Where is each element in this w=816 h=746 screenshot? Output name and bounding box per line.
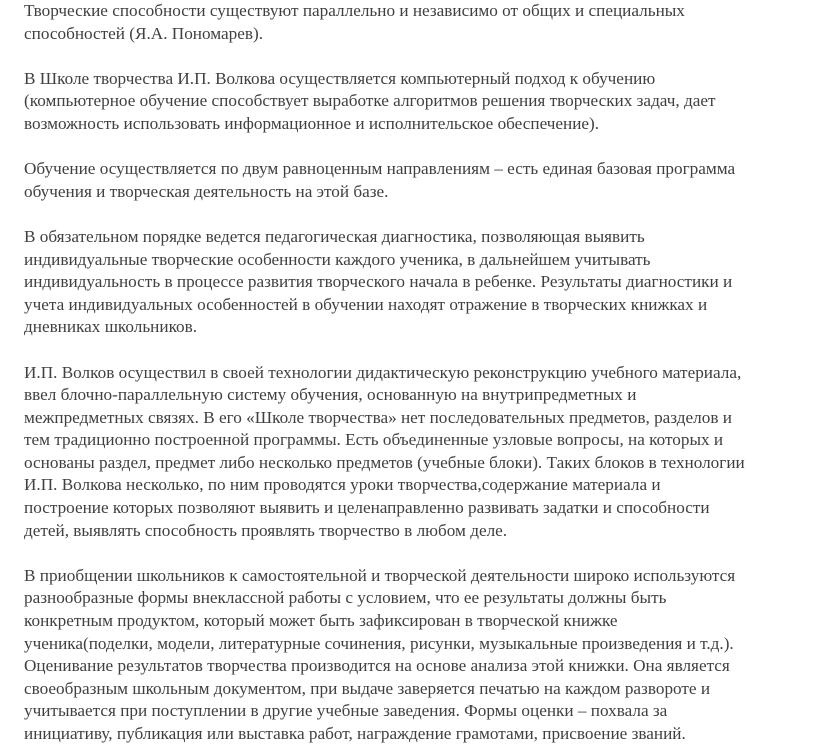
paragraph-3: [24, 158, 804, 203]
document-body: [24, 0, 804, 746]
text-line: И.П. Волкова несколько, по ним проводятся уроки творчества,содержание материала и: [24, 475, 661, 495]
text-line: ученика(поделки, модели, литературные сочинения, рисунки, музыкальные произведения и т.д.).: [24, 633, 734, 653]
text-line: индивидуальные творческие особенности каждого ученика, в дальнейшем учитывать: [24, 249, 651, 269]
text-line: своеобразным школьным документом, при выдаче заверяется печатью на каждом развороте и: [24, 678, 711, 698]
paragraph-gap: [24, 203, 804, 226]
text-line: Обучение осуществляется по двум равноценным направлениям – есть единая базовая программа: [24, 159, 736, 179]
text-line: (компьютерное обучение способствует выработке алгоритмов решения творческих задач, дает: [24, 91, 716, 111]
text-line: обучения и творческая деятельность на этой базе.: [24, 181, 389, 201]
text-line: индивидуальность в процессе развития творческого начала в ребенке. Результаты диагностики и: [24, 272, 733, 292]
paragraph-gap: [24, 542, 804, 565]
text-line: Творческие способности существуют параллельно и независимо от общих и специальных: [24, 1, 685, 20]
text-line: И.П. Волков осуществил в своей технологии дидактическую реконструкцию учебного материала,: [24, 362, 742, 382]
text-line: ввел блочно-параллельную систему обучения, основанную на внутрипредметных и: [24, 385, 637, 405]
text-line: учитывается при поступлении в другие учебные заведения. Формы оценки – похвала за: [24, 701, 668, 721]
text-line: способностей (Я.А. Пономарев).: [24, 23, 264, 43]
text-line: тем традиционно построенной программы. Есть объединенные узловые вопросы, на которых и: [24, 430, 724, 450]
text-line: основаны раздел, предмет либо несколько предметов (учебные блоки). Таких блоков в технологии: [24, 452, 745, 472]
text-line: детей, выявлять способность проявлять творчество в любом деле.: [24, 520, 508, 540]
paragraph-gap: [24, 45, 804, 68]
text-line: дневниках школьников.: [24, 317, 198, 337]
text-line: В обязательном порядке ведется педагогическая диагностика, позволяющая выявить: [24, 226, 645, 246]
text-line: построение которых позволяют выявить и целенаправленно развивать задатки и способности: [24, 498, 710, 518]
text-line: В приобщении школьников к самостоятельной и творческой деятельности широко используются: [24, 565, 736, 585]
text-line: инициативу, публикация или выставка работ, награждение грамотами, присвоение званий.: [24, 724, 686, 743]
paragraph-gap: [24, 339, 804, 362]
paragraph-1: [24, 0, 804, 45]
text-line: возможность использовать информационное и исполнительское обеспечение).: [24, 113, 600, 133]
paragraph-gap: [24, 136, 804, 159]
paragraph-4: [24, 226, 804, 339]
paragraph-5: [24, 362, 804, 543]
text-line: межпредметных связях. В его «Школе творчества» нет последовательных предметов, разделов и: [24, 407, 732, 427]
text-line: учета индивидуальных особенностей в обучении находят отражение в творческих книжках и: [24, 294, 708, 314]
text-line: В Школе творчества И.П. Волкова осуществляется компьютерный подход к обучению: [24, 68, 656, 88]
paragraph-2: [24, 68, 804, 136]
paragraph-6: [24, 565, 804, 746]
text-line: разнообразные формы внеклассной работы с условием, что ее результаты должны быть: [24, 588, 667, 608]
text-line: конкретным продуктом, который может быть зафиксирован в творческой книжке: [24, 611, 618, 631]
text-line: Оценивание результатов творчества производится на основе анализа этой книжки. Она является: [24, 656, 730, 676]
